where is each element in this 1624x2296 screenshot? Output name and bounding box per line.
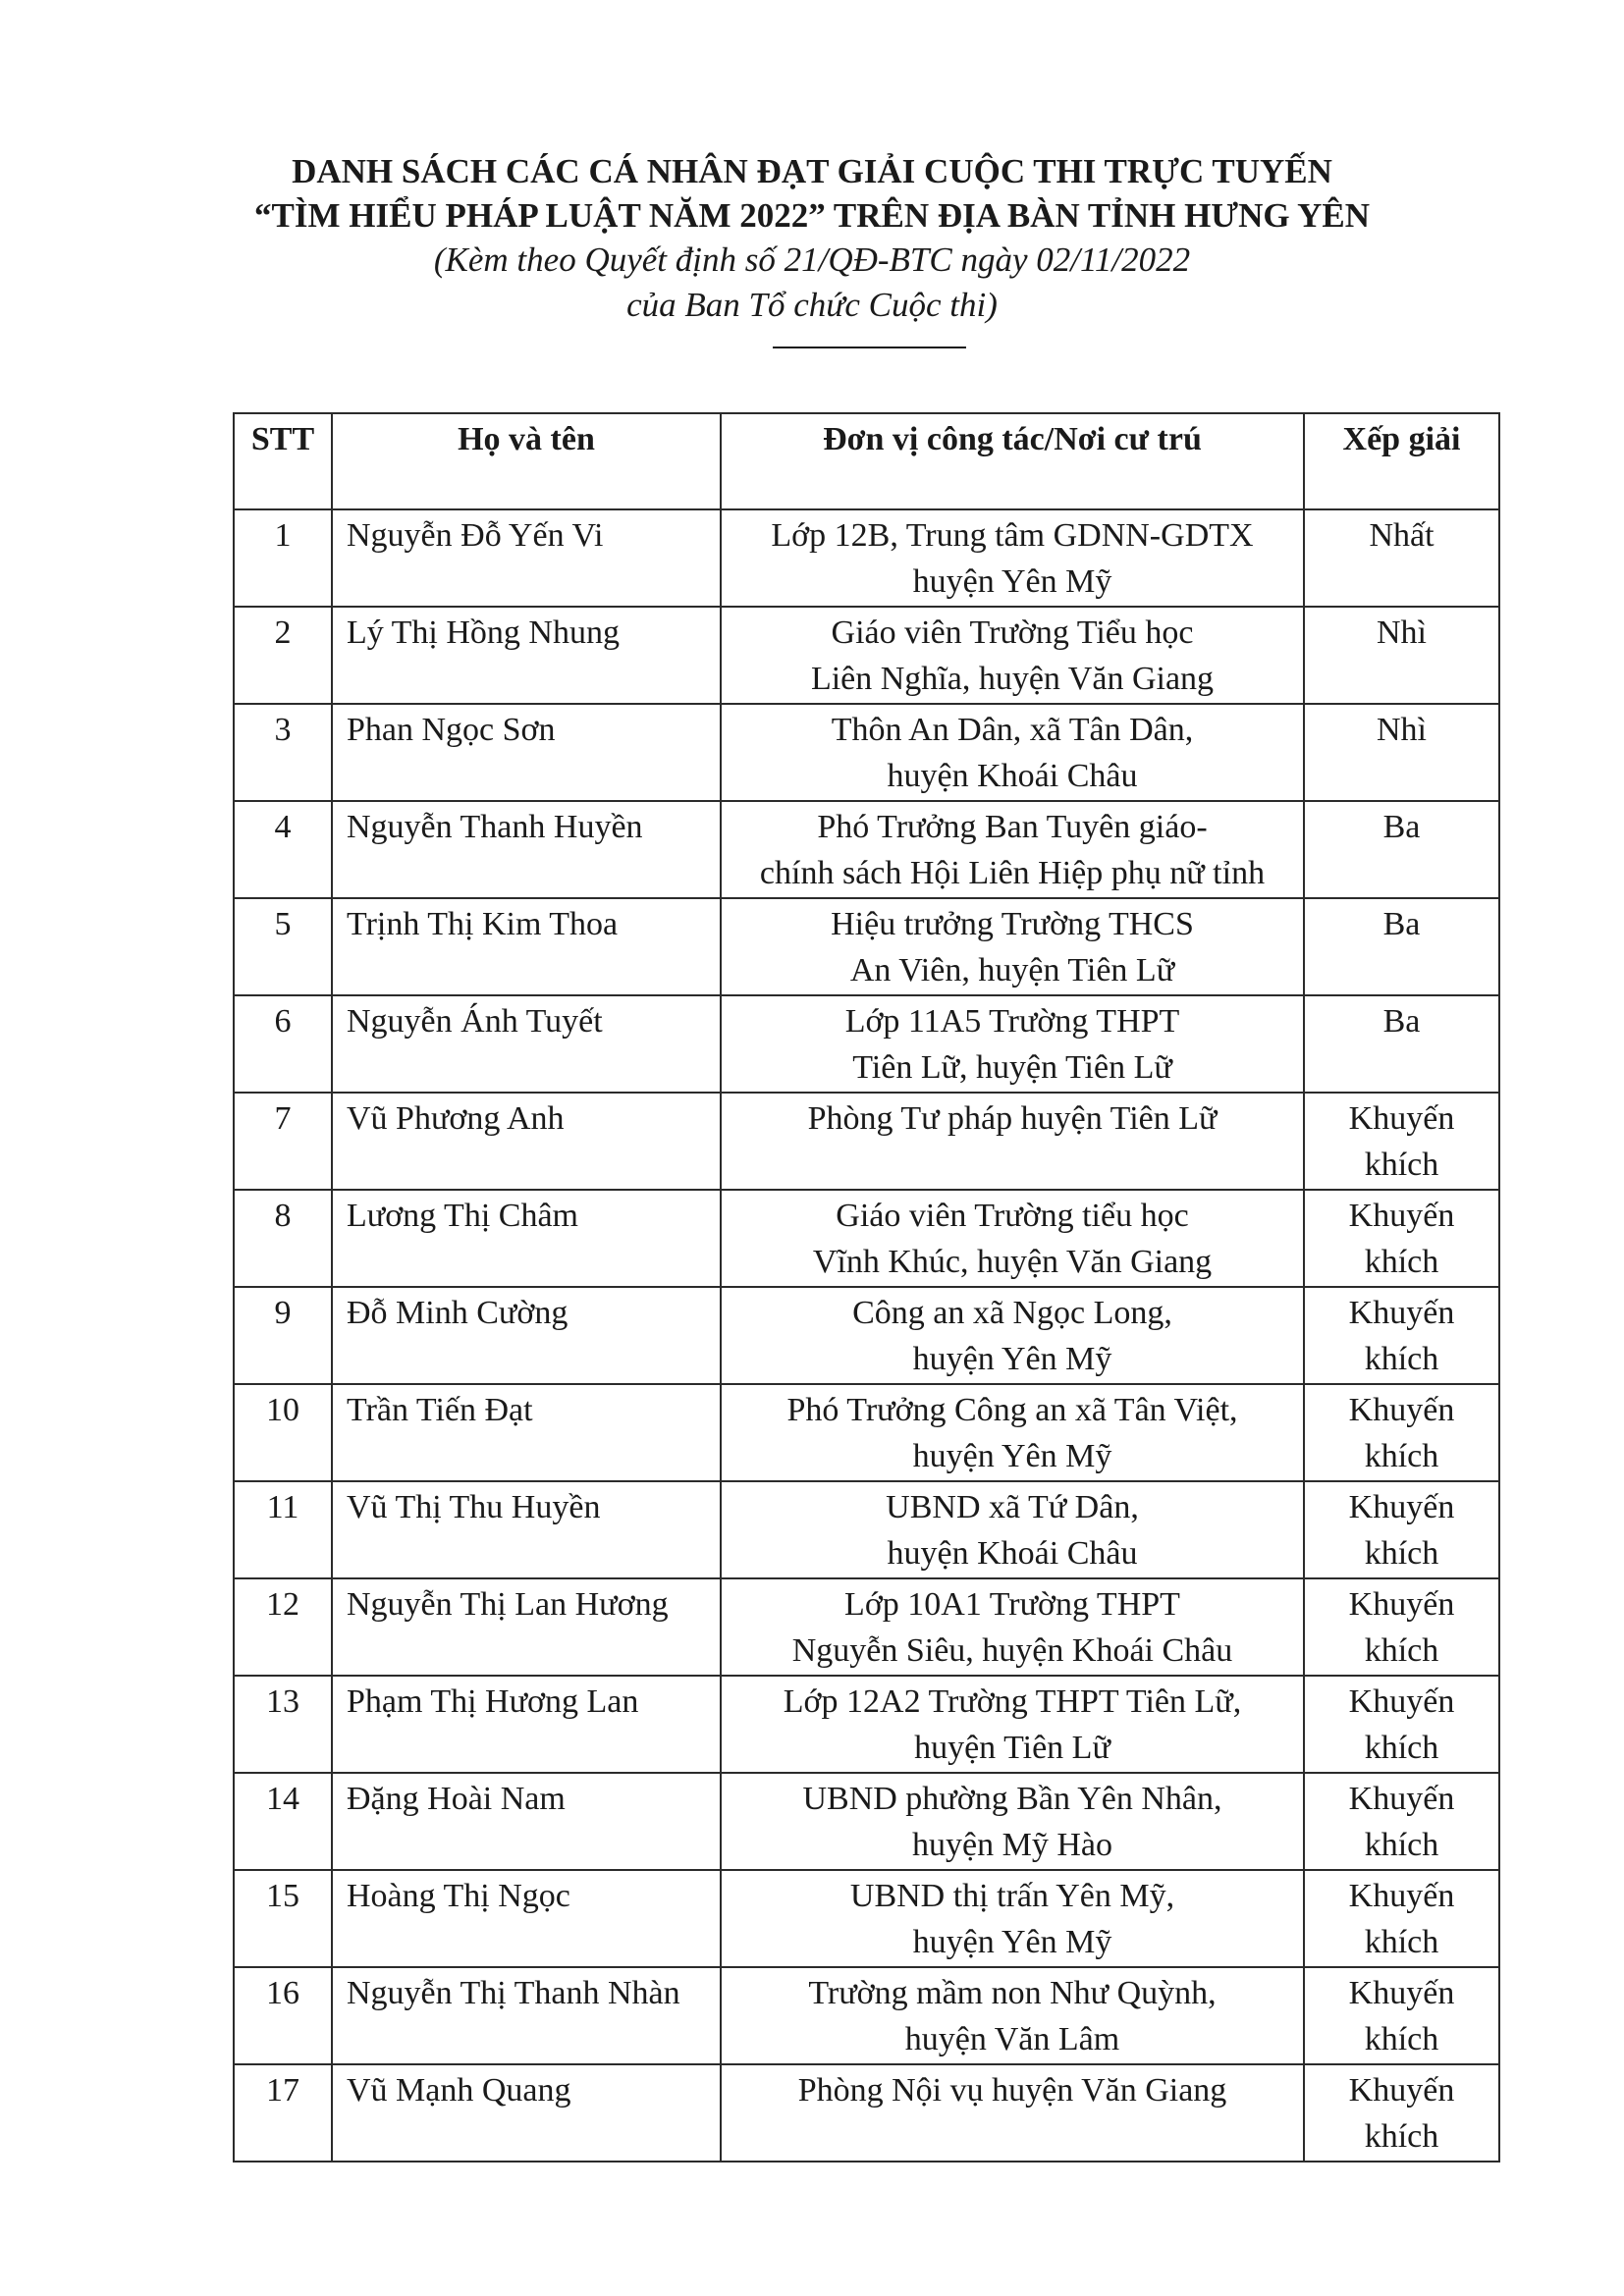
prize-rank xyxy=(1304,801,1499,898)
prize-rank xyxy=(1304,1773,1499,1870)
prize-line-2: khích xyxy=(1364,1924,1439,1960)
prize-line-1: Khuyến xyxy=(1348,1295,1455,1331)
row-number: 17 xyxy=(234,2064,332,2162)
workplace-line-2: Nguyễn Siêu, huyện Khoái Châu xyxy=(791,1632,1233,1669)
column-header-unit: Đơn vị công tác/Nơi cư trú xyxy=(721,413,1304,509)
table-row xyxy=(234,1676,1499,1773)
table-row xyxy=(234,1190,1499,1287)
workplace-line-1: UBND phường Bần Yên Nhân, xyxy=(802,1781,1222,1817)
workplace-line-1: Lớp 12B, Trung tâm GDNN-GDTX xyxy=(771,517,1254,554)
row-number: 6 xyxy=(234,995,332,1093)
workplace-line-1: Giáo viên Trường tiểu học xyxy=(836,1198,1189,1234)
prize-line-2: khích xyxy=(1364,2118,1439,2155)
workplace-line-2: huyện Tiên Lữ xyxy=(914,1730,1110,1766)
winners-table xyxy=(233,412,1500,2163)
row-number: 1 xyxy=(234,509,332,607)
prize-line-1: Khuyến xyxy=(1348,1489,1455,1525)
row-number: 12 xyxy=(234,1578,332,1676)
table-row xyxy=(234,509,1499,607)
row-number: 9 xyxy=(234,1287,332,1384)
person-name: Phan Ngọc Sơn xyxy=(332,704,721,801)
prize-line-1: Nhì xyxy=(1377,614,1427,651)
row-number: 10 xyxy=(234,1384,332,1481)
table-row xyxy=(234,1967,1499,2064)
prize-rank xyxy=(1304,1578,1499,1676)
table-row xyxy=(234,704,1499,801)
prize-line-1: Khuyến xyxy=(1348,1198,1455,1234)
person-name: Nguyễn Thị Thanh Nhàn xyxy=(332,1967,721,2064)
row-number: 15 xyxy=(234,1870,332,1967)
workplace-line-1: Lớp 12A2 Trường THPT Tiên Lữ, xyxy=(783,1683,1242,1720)
person-name: Đặng Hoài Nam xyxy=(332,1773,721,1870)
workplace-residence xyxy=(721,1190,1304,1287)
workplace-line-1: Hiệu trưởng Trường THCS xyxy=(831,906,1194,942)
table-row xyxy=(234,2064,1499,2162)
prize-line-1: Khuyến xyxy=(1348,1586,1455,1623)
person-name: Trần Tiến Đạt xyxy=(332,1384,721,1481)
workplace-residence xyxy=(721,898,1304,995)
prize-line-2: khích xyxy=(1364,1632,1439,1669)
row-number: 5 xyxy=(234,898,332,995)
person-name: Phạm Thị Hương Lan xyxy=(332,1676,721,1773)
column-header-prize: Xếp giải xyxy=(1304,413,1499,509)
prize-rank xyxy=(1304,1676,1499,1773)
prize-rank xyxy=(1304,1093,1499,1190)
table-row xyxy=(234,607,1499,704)
table-row xyxy=(234,1870,1499,1967)
prize-rank xyxy=(1304,1287,1499,1384)
workplace-residence xyxy=(721,704,1304,801)
row-number: 7 xyxy=(234,1093,332,1190)
workplace-residence xyxy=(721,1481,1304,1578)
workplace-line-2: huyện Khoái Châu xyxy=(887,1535,1138,1572)
workplace-residence xyxy=(721,1870,1304,1967)
workplace-line-2: huyện Yên Mỹ xyxy=(912,1924,1112,1960)
row-number: 2 xyxy=(234,607,332,704)
column-header-stt: STT xyxy=(234,413,332,509)
prize-rank xyxy=(1304,995,1499,1093)
prize-rank xyxy=(1304,704,1499,801)
workplace-line-1: Phòng Nội vụ huyện Văn Giang xyxy=(797,2072,1227,2109)
person-name: Nguyễn Đỗ Yến Vi xyxy=(332,509,721,607)
prize-line-1: Nhì xyxy=(1377,712,1427,748)
table-row xyxy=(234,1093,1499,1190)
table-row xyxy=(234,1287,1499,1384)
workplace-line-1: UBND thị trấn Yên Mỹ, xyxy=(849,1878,1175,1914)
table-row xyxy=(234,801,1499,898)
prize-rank xyxy=(1304,1384,1499,1481)
prize-line-1: Ba xyxy=(1382,906,1421,942)
row-number: 4 xyxy=(234,801,332,898)
workplace-residence xyxy=(721,1287,1304,1384)
workplace-line-1: Trường mầm non Như Quỳnh, xyxy=(808,1975,1217,2011)
prize-line-1: Khuyến xyxy=(1348,1878,1455,1914)
workplace-residence xyxy=(721,1676,1304,1773)
prize-line-1: Khuyến xyxy=(1348,1781,1455,1817)
table-row xyxy=(234,1578,1499,1676)
prize-line-1: Ba xyxy=(1382,809,1421,845)
workplace-line-2: Liên Nghĩa, huyện Văn Giang xyxy=(810,661,1215,697)
workplace-residence xyxy=(721,1967,1304,2064)
person-name: Trịnh Thị Kim Thoa xyxy=(332,898,721,995)
person-name: Nguyễn Ánh Tuyết xyxy=(332,995,721,1093)
prize-rank xyxy=(1304,1870,1499,1967)
prize-line-1: Khuyến xyxy=(1348,1975,1455,2011)
prize-line-1: Ba xyxy=(1382,1003,1421,1040)
person-name: Nguyễn Thanh Huyền xyxy=(332,801,721,898)
workplace-line-1: Thôn An Dân, xã Tân Dân, xyxy=(831,712,1194,748)
workplace-line-1: Giáo viên Trường Tiểu học xyxy=(831,614,1194,651)
prize-line-2: khích xyxy=(1364,1535,1439,1572)
prize-rank xyxy=(1304,898,1499,995)
workplace-residence xyxy=(721,995,1304,1093)
workplace-line-2: huyện Yên Mỹ xyxy=(912,1438,1112,1474)
workplace-line-2: huyện Khoái Châu xyxy=(887,758,1138,794)
prize-line-2: khích xyxy=(1364,1827,1439,1863)
workplace-line-2: huyện Yên Mỹ xyxy=(912,1341,1112,1377)
workplace-residence xyxy=(721,801,1304,898)
workplace-line-1: Phòng Tư pháp huyện Tiên Lữ xyxy=(807,1100,1218,1137)
workplace-line-1: Lớp 10A1 Trường THPT xyxy=(844,1586,1180,1623)
prize-rank xyxy=(1304,607,1499,704)
title-line-1: DANH SÁCH CÁC CÁ NHÂN ĐẠT GIẢI CUỘC THI TRỰC TUYẾN xyxy=(292,152,1332,190)
workplace-line-2: huyện Văn Lâm xyxy=(904,2021,1120,2057)
subtitle-line-1: (Kèm theo Quyết định số 21/QĐ-BTC ngày 02/11/2022 xyxy=(433,240,1191,279)
prize-rank xyxy=(1304,1481,1499,1578)
document-header xyxy=(0,149,1624,328)
workplace-line-1: Lớp 11A5 Trường THPT xyxy=(844,1003,1180,1040)
prize-line-2: khích xyxy=(1364,1341,1439,1377)
prize-line-1: Khuyến xyxy=(1348,1392,1455,1428)
workplace-line-2: Tiên Lữ, huyện Tiên Lữ xyxy=(852,1049,1172,1086)
prize-line-1: Nhất xyxy=(1369,517,1435,554)
workplace-residence xyxy=(721,1093,1304,1190)
person-name: Vũ Mạnh Quang xyxy=(332,2064,721,2162)
prize-line-2: khích xyxy=(1364,2021,1439,2057)
workplace-residence xyxy=(721,1773,1304,1870)
workplace-line-2: huyện Yên Mỹ xyxy=(912,563,1112,600)
prize-line-2: khích xyxy=(1364,1438,1439,1474)
row-number: 8 xyxy=(234,1190,332,1287)
workplace-line-1: Phó Trưởng Ban Tuyên giáo- xyxy=(817,809,1208,845)
workplace-residence xyxy=(721,1384,1304,1481)
prize-rank xyxy=(1304,2064,1499,2162)
person-name: Lương Thị Châm xyxy=(332,1190,721,1287)
prize-line-2: khích xyxy=(1364,1244,1439,1280)
table-row xyxy=(234,1481,1499,1578)
row-number: 13 xyxy=(234,1676,332,1773)
table-row xyxy=(234,1773,1499,1870)
workplace-line-2: An Viên, huyện Tiên Lữ xyxy=(849,952,1175,988)
prize-line-1: Khuyến xyxy=(1348,1100,1455,1137)
prize-line-2: khích xyxy=(1364,1147,1439,1183)
workplace-line-2: chính sách Hội Liên Hiệp phụ nữ tỉnh xyxy=(759,855,1266,891)
workplace-residence xyxy=(721,509,1304,607)
table-header-row xyxy=(234,413,1499,509)
workplace-residence xyxy=(721,2064,1304,2162)
workplace-line-1: Phó Trưởng Công an xã Tân Việt, xyxy=(786,1392,1238,1428)
prize-rank xyxy=(1304,1967,1499,2064)
subtitle-line-2: của Ban Tổ chức Cuộc thi) xyxy=(626,286,998,324)
column-header-name: Họ và tên xyxy=(332,413,721,509)
workplace-line-1: Công an xã Ngọc Long, xyxy=(852,1295,1172,1331)
person-name: Nguyễn Thị Lan Hương xyxy=(332,1578,721,1676)
title-line-2: “TÌM HIỂU PHÁP LUẬT NĂM 2022” TRÊN ĐỊA BÀN TỈNH HƯNG YÊN xyxy=(254,196,1370,235)
row-number: 11 xyxy=(234,1481,332,1578)
person-name: Lý Thị Hồng Nhung xyxy=(332,607,721,704)
person-name: Vũ Phương Anh xyxy=(332,1093,721,1190)
table-row xyxy=(234,995,1499,1093)
title-divider xyxy=(773,347,966,348)
person-name: Vũ Thị Thu Huyền xyxy=(332,1481,721,1578)
prize-line-1: Khuyến xyxy=(1348,1683,1455,1720)
prize-rank xyxy=(1304,1190,1499,1287)
table-row xyxy=(234,898,1499,995)
person-name: Hoàng Thị Ngọc xyxy=(332,1870,721,1967)
row-number: 16 xyxy=(234,1967,332,2064)
prize-rank xyxy=(1304,509,1499,607)
workplace-line-2: Vĩnh Khúc, huyện Văn Giang xyxy=(812,1244,1213,1280)
workplace-residence xyxy=(721,607,1304,704)
row-number: 14 xyxy=(234,1773,332,1870)
workplace-line-1: UBND xã Tứ Dân, xyxy=(886,1489,1139,1525)
row-number: 3 xyxy=(234,704,332,801)
prize-line-1: Khuyến xyxy=(1348,2072,1455,2109)
prize-line-2: khích xyxy=(1364,1730,1439,1766)
table-row xyxy=(234,1384,1499,1481)
workplace-residence xyxy=(721,1578,1304,1676)
person-name: Đỗ Minh Cường xyxy=(332,1287,721,1384)
workplace-line-2: huyện Mỹ Hào xyxy=(912,1827,1112,1863)
